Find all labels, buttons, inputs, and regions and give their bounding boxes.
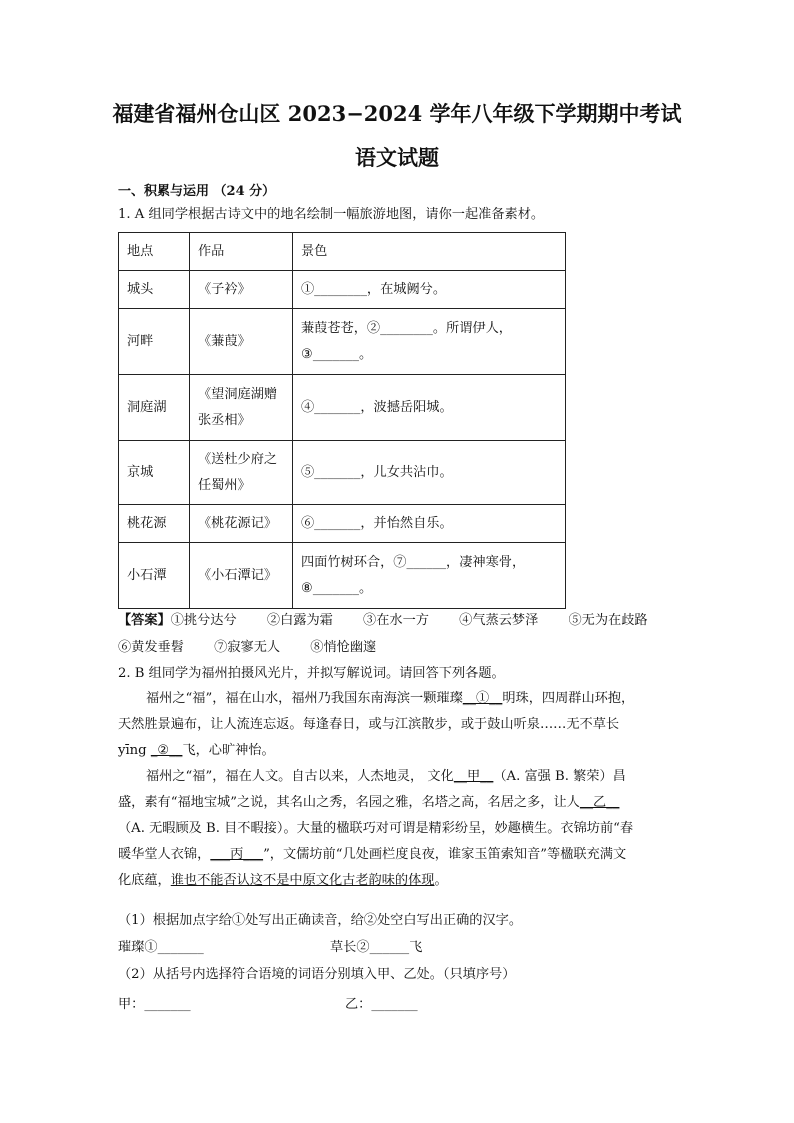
work-line: 《望洞庭湖赠 <box>198 386 278 402</box>
header-cell-work: 作品 <box>190 233 293 271</box>
blank-yi: __乙__ <box>579 795 620 810</box>
scene-cell: ⑥_______，并怡然自乐。 <box>293 505 566 543</box>
answer-item: ⑥黄发垂髫 <box>118 640 184 655</box>
sub-question-1-answer-left <box>118 939 204 956</box>
passage-text: （A. 无暇顾及 B. 目不暇接）。大量的楹联巧对可谓是精彩纷呈，妙趣横生。衣锦坊前“春 <box>118 821 634 836</box>
underlined-sentence: 谁也不能否认这不是中原文化古老韵味的体现 <box>170 873 435 888</box>
place-cell: 小石潭 <box>119 543 190 609</box>
passage-text: 化底蕴， <box>118 873 171 888</box>
place-cell: 桃花源 <box>119 505 190 543</box>
sub-question-1-answer-right <box>330 939 422 956</box>
question-2-prompt: 2. B 组同学为福州拍摄风光片，并拟写解说词。请回答下列各题。 <box>118 666 505 681</box>
scene-cell: ①________，在城阙兮。 <box>293 271 566 309</box>
answer-label: 甲： <box>118 997 145 1012</box>
answer-label: 璀璨① <box>118 940 158 955</box>
work-cell: 《子衿》 <box>190 271 293 309</box>
blank-bing: ___丙___ <box>210 847 264 862</box>
passage-paragraph-1 <box>118 686 684 764</box>
sub-question-2-prompt: （2）从括号内选择符合语境的词语分别填入甲、乙处。（只填序号） <box>118 967 516 982</box>
passage-text: 天然胜景遍布，让人流连忘返。每逢春日，或与江滨散步，或于鼓山听泉……无不草长 <box>118 717 620 732</box>
answer-item: ⑦寂寥无人 <box>214 640 281 655</box>
passage-text: 暖华堂人衣锦， <box>118 847 211 862</box>
table-row <box>119 505 566 543</box>
work-cell: 《蒹葭》 <box>190 309 293 375</box>
scene-cell <box>293 543 566 609</box>
scene-line: ③_______。 <box>301 346 373 362</box>
sub-question-2-answer-jia <box>118 996 191 1013</box>
sub-question-2-answer-yi <box>345 996 418 1013</box>
answer-item: ⑧悄怆幽邃 <box>310 640 377 655</box>
answer-item: ③在水一方 <box>363 613 429 628</box>
blank-1: __①__ <box>462 691 503 706</box>
work-line: 张丞相》 <box>198 412 251 428</box>
passage-text: 福州之“福”，福在山水，福州乃我国东南海滨一颗璀璨 <box>146 691 463 706</box>
answer-line-1 <box>118 612 648 629</box>
work-line: 任蜀州》 <box>198 477 251 493</box>
scene-line: 四面竹树环合，⑦______，凄神寒骨， <box>301 554 526 570</box>
page-title: 福建省福州仓山区 2023−2024 学年八年级下学期期中考试 <box>112 101 682 126</box>
poetry-table <box>118 232 566 609</box>
scene-cell: ④_______，波撼岳阳城。 <box>293 375 566 441</box>
table-row <box>119 309 566 375</box>
passage-text: 福州之“福”，福在人文。自古以来，人杰地灵， 文化 <box>146 769 454 784</box>
work-cell: 《小石潭记》 <box>190 543 293 609</box>
table-row <box>119 271 566 309</box>
scene-line: 蒹葭苍苍，②________。所谓伊人， <box>301 320 512 336</box>
answer-blank: _______ <box>371 997 418 1012</box>
answer-label: 乙： <box>345 997 372 1012</box>
table-row <box>119 543 566 609</box>
passage-text: 飞，心旷神怡。 <box>182 743 275 758</box>
header-cell-place: 地点 <box>119 233 190 271</box>
header-cell-scene: 景色 <box>293 233 566 271</box>
passage-text: 。 <box>434 873 448 888</box>
answer-label: 草长② <box>330 940 370 955</box>
scene-cell <box>293 309 566 375</box>
passage-text: ”，文儒坊前“几处画栏度良夜，谁家玉笛索知音”等楹联充满文 <box>263 847 627 862</box>
pinyin-text: yīng <box>118 743 147 758</box>
page-subtitle: 语文试题 <box>355 145 439 170</box>
answer-blank: _______ <box>144 997 191 1012</box>
answer-item: ⑤无为在歧路 <box>568 613 648 628</box>
passage-text: 盛，素有“福地宝城”之说，其名山之秀，名园之雅，名塔之高，名居之多，让人 <box>118 795 580 810</box>
blank-2: _②__ <box>150 743 183 758</box>
place-cell: 河畔 <box>119 309 190 375</box>
table-row <box>119 441 566 505</box>
answer-blank: ______ <box>369 940 410 955</box>
question-1-prompt: 1. A 组同学根据古诗文中的地名绘制一幅旅游地图，请你一起准备素材。 <box>118 207 545 222</box>
place-cell: 洞庭湖 <box>119 375 190 441</box>
passage-paragraph-2 <box>118 764 684 894</box>
place-cell: 京城 <box>119 441 190 505</box>
sub-question-1-prompt: （1）根据加点字给①处写出正确读音，给②处空白写出正确的汉字。 <box>118 913 523 928</box>
passage-text: （A. 富强 B. 繁荣）昌 <box>493 769 626 784</box>
answer-item: ②白露为霜 <box>266 613 333 628</box>
answer-line-2 <box>118 639 376 656</box>
table-row <box>119 375 566 441</box>
scene-cell: ⑤_______，儿女共沾巾。 <box>293 441 566 505</box>
table-header-row <box>119 233 566 271</box>
answer-item: ①挑兮达兮 <box>170 613 237 628</box>
passage-text: 明珠，四周群山环抱， <box>502 691 635 706</box>
answer-blank: _______ <box>157 940 204 955</box>
answer-item: ④气蒸云梦泽 <box>459 613 539 628</box>
answer-label: 【答案】 <box>118 613 171 628</box>
place-cell: 城头 <box>119 271 190 309</box>
work-cell: 《桃花源记》 <box>190 505 293 543</box>
work-cell <box>190 375 293 441</box>
work-cell <box>190 441 293 505</box>
blank-jia: __甲__ <box>453 769 494 784</box>
answer-tail: 飞 <box>409 940 423 955</box>
section-heading: 一、积累与运用 （24 分） <box>118 184 276 199</box>
scene-line: ⑧_______。 <box>301 580 373 596</box>
work-line: 《送杜少府之 <box>198 451 278 467</box>
